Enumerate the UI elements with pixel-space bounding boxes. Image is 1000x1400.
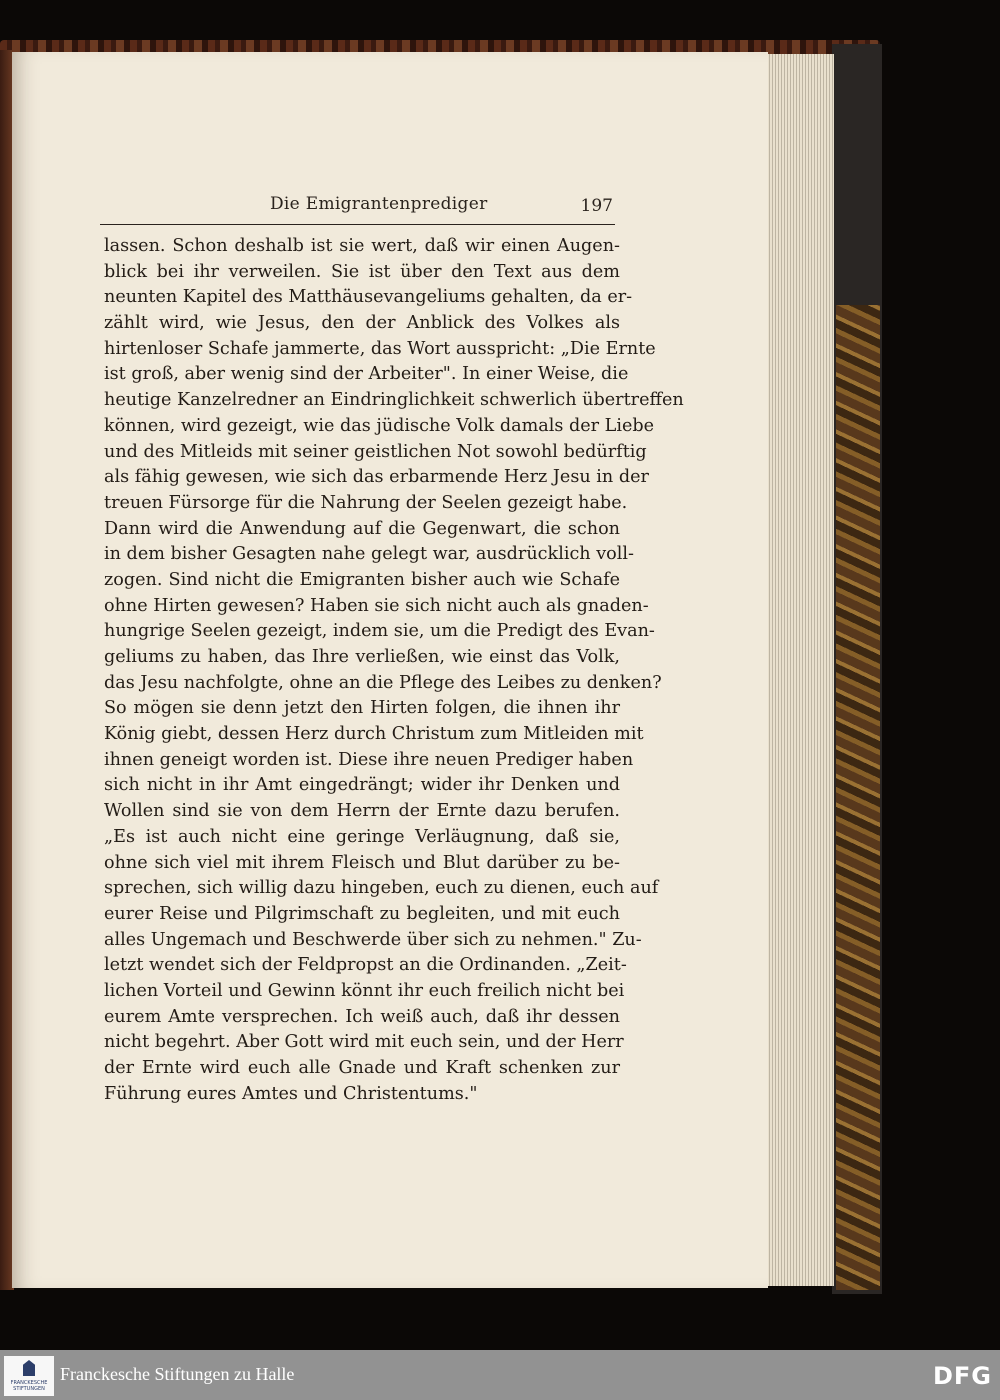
text-line: hungrige Seelen gezeigt, indem sie, um die Predigt des Evan-: [104, 621, 655, 642]
text-line: Dann wird die Anwendung auf die Gegenwart, die schon: [104, 518, 620, 539]
text-line: treuen Fürsorge für die Nahrung der Seelen gezeigt habe.: [104, 492, 628, 513]
text-line: neunten Kapitel des Matthäusevangeliums gehalten, da er-: [104, 287, 633, 308]
text-line: nicht begehrt. Aber Gott wird mit euch sein, und der Herr: [104, 1032, 624, 1053]
text-line: der Ernte wird euch alle Gnade und Kraft schenken zur: [104, 1058, 620, 1078]
text-line: ist groß, aber wenig sind der Arbeiter". In einer Weise, die: [104, 364, 629, 385]
marbled-board: [836, 305, 880, 1290]
text-line: zogen. Sind nicht die Emigranten bisher auch wie Schafe: [104, 569, 620, 590]
text-line: in dem bisher Gesagten nahe gelegt war, ausdrücklich voll-: [104, 544, 634, 565]
institution-name[interactable]: Franckesche Stiftungen zu Halle: [60, 1364, 295, 1384]
text-line: lassen. Schon deshalb ist sie wert, daß wir einen Augen-: [104, 236, 620, 256]
text-line: König giebt, dessen Herz durch Christum zum Mitleiden mit: [104, 724, 644, 745]
text-line: zählt wird, wie Jesus, den der Anblick des Volkes als: [104, 313, 620, 334]
body-text: [104, 234, 684, 1107]
text-line: alles Ungemach und Beschwerde über sich zu nehmen." Zu-: [104, 929, 642, 950]
text-line: können, wird gezeigt, wie das jüdische Volk damals der Liebe: [104, 415, 655, 436]
dfg-logo[interactable]: DFG: [932, 1362, 992, 1390]
text-line: als fähig gewesen, wie sich das erbarmende Herz Jesu in der: [104, 467, 649, 488]
running-title: Die Emigrantenprediger: [270, 194, 488, 214]
text-line: sich nicht in ihr Amt eingedrängt; wider ihr Denken und: [104, 775, 620, 796]
text-line: sprechen, sich willig dazu hingeben, euch zu dienen, euch auf: [104, 878, 659, 899]
franckesche-logo[interactable]: [4, 1356, 54, 1396]
text-line: ohne sich viel mit ihrem Fleisch und Blut darüber zu be-: [104, 852, 620, 873]
running-head: [100, 190, 615, 225]
building-icon: [23, 1360, 35, 1376]
text-line: eurem Amte versprechen. Ich weiß auch, daß ihr dessen: [104, 1006, 620, 1027]
text-line: heutige Kanzelredner an Eindringlichkeit schwerlich übertreffen: [104, 390, 684, 411]
text-line: Wollen sind sie von dem Herrn der Ernte dazu berufen.: [104, 801, 620, 822]
footer-bar: [0, 1350, 1000, 1400]
text-line: ihnen geneigt worden ist. Diese ihre neuen Prediger haben: [104, 749, 634, 770]
text-line: blick bei ihr verweilen. Sie ist über den Text aus dem: [104, 261, 620, 282]
text-line: So mögen sie denn jetzt den Hirten folgen, die ihnen ihr: [104, 698, 620, 719]
page-number: 197: [580, 196, 613, 216]
text-line: Führung eures Amtes und Christentums.": [104, 1083, 478, 1104]
text-line: eurer Reise und Pilgrimschaft zu begleiten, und mit euch: [104, 903, 620, 924]
text-line: und des Mitleids mit seiner geistlichen Not sowohl bedürftig: [104, 441, 647, 462]
logo-text: FRANCKESCHE STIFTUNGEN: [10, 1380, 48, 1392]
text-line: ohne Hirten gewesen? Haben sie sich nicht auch als gnaden-: [104, 595, 649, 616]
text-line: das Jesu nachfolgte, ohne an die Pflege des Leibes zu denken?: [104, 672, 662, 693]
text-line: lichen Vorteil und Gewinn könnt ihr euch freilich nicht bei: [104, 980, 625, 1001]
text-line: geliums zu haben, das Ihre verließen, wie einst das Volk,: [104, 647, 620, 667]
text-line: hirtenloser Schafe jammerte, das Wort ausspricht: „Die Ernte: [104, 338, 656, 359]
text-line: „Es ist auch nicht eine geringe Verläugnung, daß sie,: [104, 826, 620, 847]
text-line: letzt wendet sich der Feldpropst an die Ordinanden. „Zeit-: [104, 955, 627, 976]
page-edges: [764, 54, 834, 1286]
